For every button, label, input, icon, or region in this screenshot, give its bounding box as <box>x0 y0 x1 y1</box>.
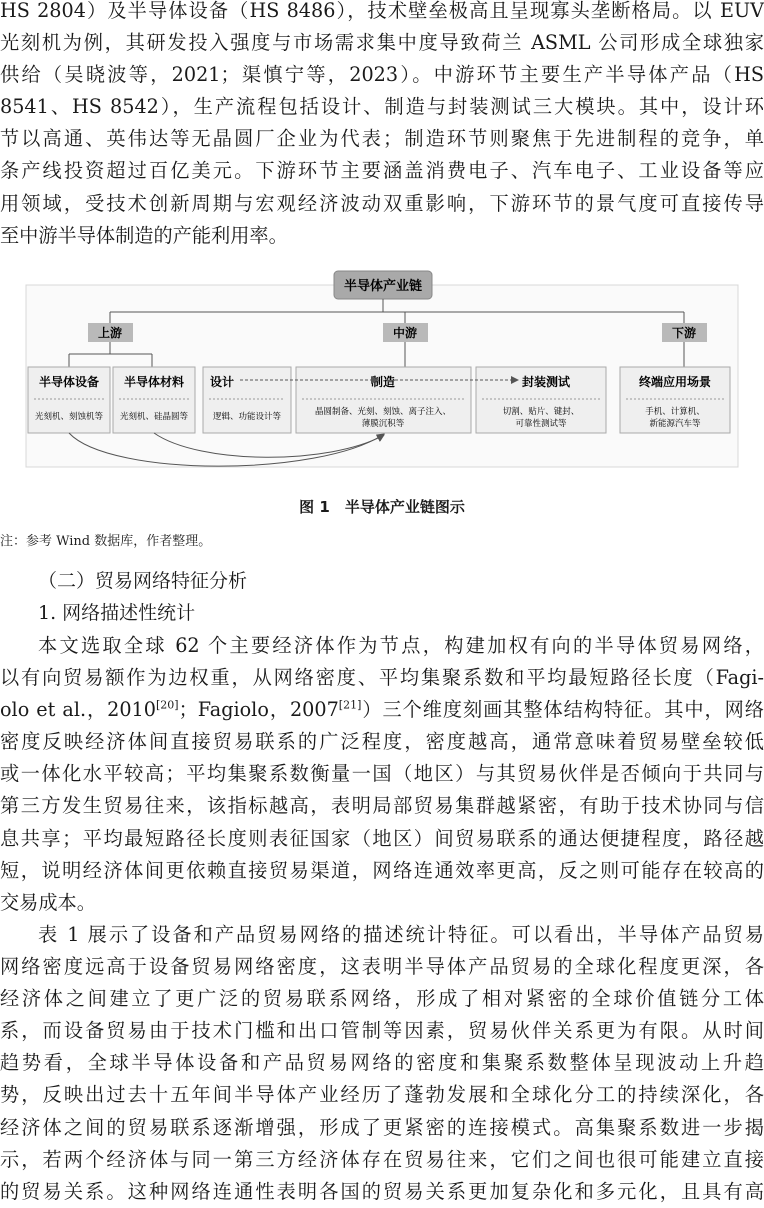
text-line: 趋势看，全球半导体设备和产品贸易网络的密度和集聚系数整体呈现波动上升趋 <box>0 1051 764 1075</box>
text-line: 经济体之间建立了更广泛的贸易联系网络，形成了相对紧密的全球价值链分工体 <box>0 987 764 1011</box>
text-line: 经济体之间的贸易联系逐渐增强，形成了更紧密的连接模式。高集聚系数进一步揭 <box>0 1115 764 1139</box>
text-segment: olo et al.，2010 <box>0 698 156 722</box>
text-line: 以有向贸易额作为边权重，从网络密度、平均集聚系数和平均最短路径长度（Fagi- <box>0 666 764 690</box>
body-paragraph-2 <box>0 919 764 1208</box>
text-line: 交易成本。 <box>0 890 96 914</box>
text-line: 或一体化水平较高；平均集聚系数衡量一国（地区）与其贸易伙伴是否倾向于共同与 <box>0 762 764 786</box>
text-segment: ；Fagiolo，2007 <box>178 698 339 722</box>
text-line <box>0 694 764 726</box>
section-heading: （二）贸易网络特征分析 <box>38 570 248 592</box>
box-manufacturing-desc: 晶圆制备、光刻、刻蚀、离子注入、 <box>314 407 452 417</box>
text-line: HS 2804）及半导体设备（HS 8486），技术壁垒极高且呈现寡头垄断格局。以 EUV <box>0 0 764 22</box>
box-applications-desc: 新能源汽车等 <box>649 419 701 429</box>
citation-ref: [21] <box>338 698 362 712</box>
box-applications-desc: 手机、计算机、 <box>645 407 705 417</box>
body-paragraph-1 <box>0 630 764 919</box>
text-line: 密度反映经济体间直接贸易联系的广泛程度，密度越高，通常意味着贸易壁垒较低 <box>0 730 764 754</box>
text-line: 系，而设备贸易由于技术门槛和出口管制等因素，贸易伙伴关系更为有限。从时间 <box>0 1019 764 1043</box>
text-line: 供给（吴晓波等，2021；渠慎宁等，2023）。中游环节主要生产半导体产品（HS <box>0 63 764 87</box>
figure-caption: 图 1 半导体产业链图示 <box>299 498 465 516</box>
text-line: 息共享；平均最短路径长度则表征国家（地区）间贸易联系的通达便捷程度，路径越 <box>0 826 764 850</box>
box-design-desc: 逻辑、功能设计等 <box>212 412 282 422</box>
text-line: 节以高通、英伟达等无晶圆厂企业为代表；制造环节则聚焦于先进制程的竞争，单 <box>0 127 764 151</box>
box-packaging-desc: 可靠性测试等 <box>515 419 567 429</box>
text-line: 本文选取全球 62 个主要经济体作为节点，构建加权有向的半导体贸易网络， <box>38 634 764 657</box>
intro-paragraph <box>0 0 764 252</box>
text-line: 表 1 展示了设备和产品贸易网络的描述统计特征。可以看出，半导体产品贸易 <box>38 923 764 946</box>
root-label: 半导体产业链 <box>343 279 423 294</box>
text-line: 的贸易关系。这种网络连通性表明各国的贸易关系更加复杂化和多元化，且具有高 <box>0 1179 764 1203</box>
box-equipment-title: 半导体设备 <box>38 375 100 389</box>
text-line: 第三方发生贸易往来，该指标越高，表明局部贸易集群越紧密，有助于技术协同与信 <box>0 794 764 818</box>
stage-downstream-label: 下游 <box>671 326 697 340</box>
text-segment: ）三个维度刻画其整体结构特征。其中，网络 <box>361 698 764 722</box>
box-equipment-desc: 光刻机、刻蚀机等 <box>34 412 104 422</box>
citation-ref: [20] <box>155 698 179 712</box>
text-line: 用领域，受技术创新周期与宏观经济波动双重影响，下游环节的景气度可直接传导 <box>0 191 764 215</box>
text-line: 示，若两个经济体与同一第三方经济体存在贸易往来，它们之间也很可能建立直接 <box>0 1147 764 1171</box>
box-applications-title: 终端应用场景 <box>638 375 712 389</box>
box-manufacturing-title: 制造 <box>370 375 396 389</box>
text-line: 8541、HS 8542），生产流程包括设计、制造与封装测试三大模块。其中，设计环 <box>0 95 764 119</box>
box-design-title: 设计 <box>209 375 235 389</box>
box-materials-desc: 光刻机、硅晶圆等 <box>119 412 189 422</box>
industry-chain-diagram <box>0 265 764 475</box>
text-line: 条产线投资超过百亿美元。下游环节主要涵盖消费电子、汽车电子、工业设备等应 <box>0 159 764 183</box>
box-manufacturing-desc: 薄膜沉积等 <box>361 419 405 429</box>
figure-note: 注：参考 Wind 数据库，作者整理。 <box>0 534 212 549</box>
subsection-heading: 1. 网络描述性统计 <box>38 602 196 624</box>
text-line: 短，说明经济体间更依赖直接贸易渠道，网络连通效率更高，反之则可能存在较高的 <box>0 858 764 882</box>
text-line: 光刻机为例，其研发投入强度与市场需求集中度导致荷兰 ASML 公司形成全球独家 <box>0 31 764 55</box>
stage-midstream-label: 中游 <box>392 326 418 340</box>
box-packaging-desc: 切割、贴片、键封、 <box>502 407 580 417</box>
box-materials-title: 半导体材料 <box>123 375 185 389</box>
text-line: 至中游半导体制造的产能利用率。 <box>0 223 288 247</box>
stage-upstream-label: 上游 <box>97 326 123 340</box>
box-packaging-title: 封装测试 <box>521 375 571 389</box>
text-line: 网络密度远高于设备贸易网络密度，这表明半导体产品贸易的全球化程度更深，各 <box>0 955 764 979</box>
text-line: 势，反映出过去十五年间半导体产业经历了蓬勃发展和全球化分工的持续深化，各 <box>0 1083 764 1107</box>
